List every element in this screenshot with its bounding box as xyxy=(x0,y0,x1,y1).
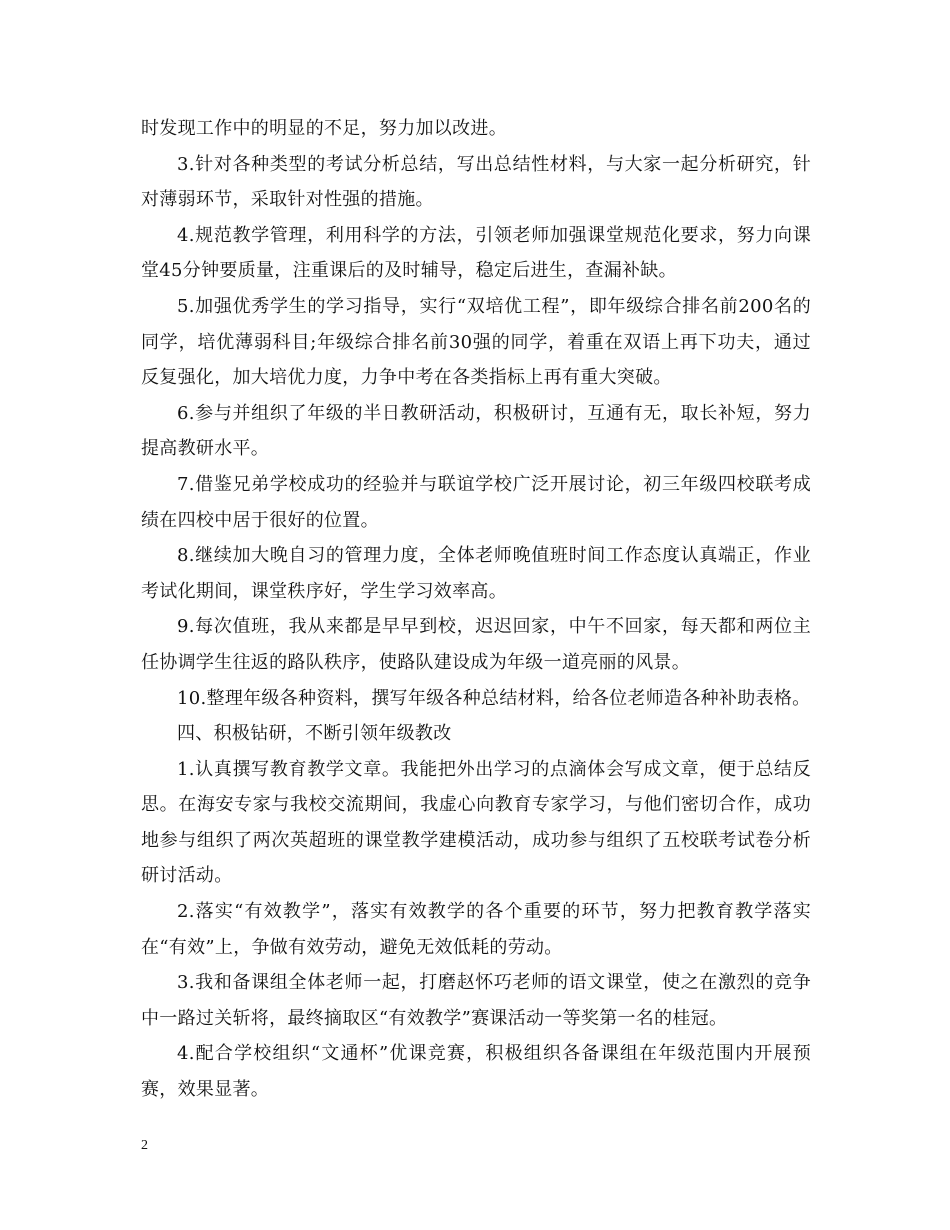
paragraph-item-4: 4.规范教学管理，利用科学的方法，引领老师加强课堂规范化要求，努力向课堂45分钟要质量，注重课后的及时辅导，稳定后进生，查漏补缺。 xyxy=(141,224,811,282)
document-body xyxy=(141,111,811,1108)
page-number: 2 xyxy=(141,1138,148,1153)
paragraph-item-7: 7.借鉴兄弟学校成功的经验并与联谊学校广泛开展讨论，初三年级四校联考成绩在四校中居于很好的位置。 xyxy=(141,473,811,531)
paragraph-section4-item-4: 4.配合学校组织“文通杯”优课竞赛，积极组织各备课组在年级范围内开展预赛，效果显著。 xyxy=(141,1043,811,1101)
paragraph-section4-item-2: 2.落实“有效教学”，落实有效教学的各个重要的环节，努力把教育教学落实在“有效”上，争做有效劳动，避免无效低耗的劳动。 xyxy=(141,901,811,958)
paragraph-continuation: 时发现工作中的明显的不足，努力加以改进。 xyxy=(141,118,507,139)
paragraph-item-9: 9.每次值班，我从来都是早早到校，迟迟回家，中午不回家，每天都和两位主任协调学生往返的路队秩序，使路队建设成为年级一道亮丽的风景。 xyxy=(141,616,811,673)
paragraph-item-8: 8.继续加大晚自习的管理力度，全体老师晚值班时间工作态度认真端正，作业考试化期间，课堂秩序好，学生学习效率高。 xyxy=(141,545,811,602)
paragraph-item-6: 6.参与并组织了年级的半日教研活动，积极研讨，互通有无，取长补短，努力提高教研水平。 xyxy=(141,402,811,460)
paragraph-section4-item-3: 3.我和备课组全体老师一起，打磨赵怀巧老师的语文课堂，使之在激烈的竞争中一路过关斩将，最终摘取区“有效教学”赛课活动一等奖第一名的桂冠。 xyxy=(141,972,811,1029)
section-heading: 四、积极钻研，不断引领年级教改 xyxy=(177,723,452,745)
paragraph-section4-item-1: 1.认真撰写教育教学文章。我能把外出学习的点滴体会写成文章，便于总结反思。在海安专家与我校交流期间，我虚心向教育专家学习，与他们密切合作，成功地参与组织了两次英超班的课堂教学建模活动，成功参与组织了五校联考试卷分析研讨活动。 xyxy=(141,758,811,887)
paragraph-item-10: 10.整理年级各种资料，撰写年级各种总结材料，给各位老师造各种补助表格。 xyxy=(177,687,811,709)
paragraph-item-5: 5.加强优秀学生的学习指导，实行“双培优工程”，即年级综合排名前200名的同学，培优薄弱科目;年级综合排名前30强的同学，着重在双语上再下功夫，通过反复强化，加大培优力度，力争中考在各类指标上再有重大突破。 xyxy=(141,295,811,389)
paragraph-item-3: 3.针对各种类型的考试分析总结，写出总结性材料，与大家一起分析研究，针对薄弱环节，采取针对性强的措施。 xyxy=(141,153,811,211)
